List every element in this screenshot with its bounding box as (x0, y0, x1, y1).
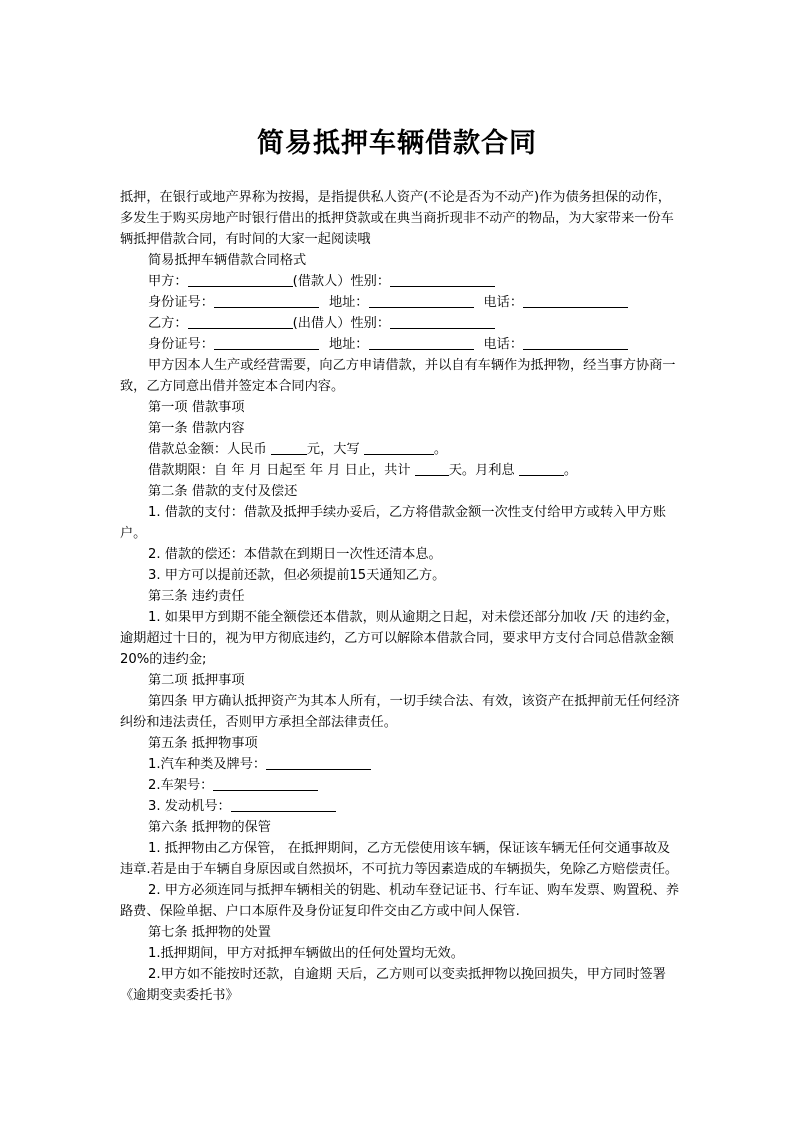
article-5-clause-1 (120, 754, 680, 775)
article-5-clause-3 (120, 796, 680, 817)
party-b-role: (出借人）性别： (292, 316, 391, 331)
article-6-clause-1: 1. 抵押物由乙方保管， 在抵押期间，乙方无偿使用该车辆，保证该车辆无任何交通事故及违章.若是由于车辆自身原因或自然损坏，不可抗力等因素造成的车辆损失，免除乙方赔偿责任。 (120, 841, 679, 877)
interest-blank (519, 461, 564, 476)
article-2-heading: 第二条 借款的支付及偿还 (148, 484, 298, 499)
engine-number-blank (231, 797, 336, 812)
vehicle-type-label: 1.汽车种类及牌号： (148, 757, 267, 772)
document-body (120, 187, 680, 1006)
article-3-heading: 第三条 违约责任 (148, 589, 245, 604)
article-2-clause-1: 1. 借款的支付：借款及抵押手续办妥后，乙方将借款金额一次性支付给甲方或转入甲方账户。 (120, 505, 666, 541)
id-blank (214, 293, 319, 308)
party-a-name-blank (188, 272, 293, 287)
amount-prefix: 借款总金额：人民币 (148, 442, 267, 457)
term-days-blank (415, 461, 449, 476)
loan-amount-line (120, 439, 680, 460)
loan-term-line (120, 460, 680, 481)
addr-label: 地址： (328, 295, 369, 310)
party-b-id-line (120, 334, 680, 355)
article-1-heading: 第一条 借款内容 (148, 421, 245, 436)
id-label: 身份证号： (148, 337, 214, 352)
article-7-clause-2: 2.甲方如不能按时还款，自逾期 天后，乙方则可以变卖抵押物以挽回损失，甲方同时签署《逾期变卖委托书》 (120, 967, 666, 1003)
party-a-label: 甲方： (148, 274, 188, 289)
phone-label: 电话： (483, 295, 524, 310)
article-2-clause-2: 2. 借款的偿还：本借款在到期日一次性还清本息。 (148, 547, 442, 562)
party-a-line (120, 271, 680, 292)
intro-paragraph: 抵押，在银行或地产界称为按揭，是指提供私人资产(不论是否为不动产)作为债务担保的动作，多发生于购买房地产时银行借出的抵押贷款或在典当商折现非不动产的物品，为大家带来一份车辆抵押借款合同，有时间的大家一起阅读哦 (120, 190, 674, 247)
article-7-clause-1: 1.抵押期间，甲方对抵押车辆做出的任何处置均无效。 (148, 946, 464, 961)
party-a-role: (借款人）性别： (292, 274, 391, 289)
amount-mid: 元，大写 (306, 442, 360, 457)
article-7-heading: 第七条 抵押物的处置 (148, 925, 271, 940)
party-a-id-line (120, 292, 680, 313)
id-blank (214, 335, 319, 350)
addr-label: 地址： (328, 337, 369, 352)
term-end: 。 (563, 463, 578, 478)
vehicle-type-blank (266, 755, 371, 770)
amount-words-blank (364, 440, 434, 455)
purpose-paragraph: 甲方因本人生产或经营需要，向乙方申请借款，并以自有车辆作为抵押物，经当事方协商一致，乙方同意出借并签定本合同内容。 (120, 358, 676, 394)
phone-label: 电话： (483, 337, 524, 352)
party-b-gender-blank (390, 314, 495, 329)
article-4-paragraph: 第四条 甲方确认抵押资产为其本人所有，一切手续合法、有效，该资产在抵押前无任何经济纠纷和违法责任，否则甲方承担全部法律责任。 (120, 694, 680, 730)
party-b-name-blank (188, 314, 293, 329)
addr-blank (369, 335, 474, 350)
phone-blank (523, 335, 628, 350)
id-label: 身份证号： (148, 295, 214, 310)
article-6-clause-2: 2. 甲方必须连同与抵押车辆相关的钥匙、机动车登记证书、行车证、购车发票、购置税、养路费、保险单据、户口本原件及身份证复印件交由乙方或中间人保管. (120, 883, 680, 919)
article-6-heading: 第六条 抵押物的保管 (148, 820, 271, 835)
amount-blank (271, 440, 307, 455)
item-2-heading: 第二项 抵押事项 (148, 673, 245, 688)
engine-number-label: 3. 发动机号： (148, 799, 231, 814)
article-2-clause-3: 3. 甲方可以提前还款，但必须提前15天通知乙方。 (148, 568, 446, 583)
format-title: 简易抵押车辆借款合同格式 (148, 253, 307, 268)
party-a-gender-blank (390, 272, 495, 287)
amount-end: 。 (433, 442, 448, 457)
party-b-line (120, 313, 680, 334)
document-title: 简易抵押车辆借款合同 (257, 128, 537, 159)
article-3-clause-1: 1. 如果甲方到期不能全额偿还本借款，则从逾期之日起，对未偿还部分加收 /天 的违约金，逾期超过十日的，视为甲方彻底违约，乙方可以解除本借款合同，要求甲方支付合同总借款金额20%的违约金; (120, 610, 679, 667)
phone-blank (523, 293, 628, 308)
article-5-heading: 第五条 抵押物事项 (148, 736, 258, 751)
term-mid: 天。月利息 (448, 463, 515, 478)
vin-blank (213, 776, 318, 791)
vin-label: 2.车架号： (148, 778, 214, 793)
addr-blank (369, 293, 474, 308)
article-5-clause-2 (120, 775, 680, 796)
term-prefix: 借款期限：自 年 月 日起至 年 月 日止，共计 (148, 463, 411, 478)
item-1-heading: 第一项 借款事项 (148, 400, 245, 415)
party-b-label: 乙方： (148, 316, 188, 331)
